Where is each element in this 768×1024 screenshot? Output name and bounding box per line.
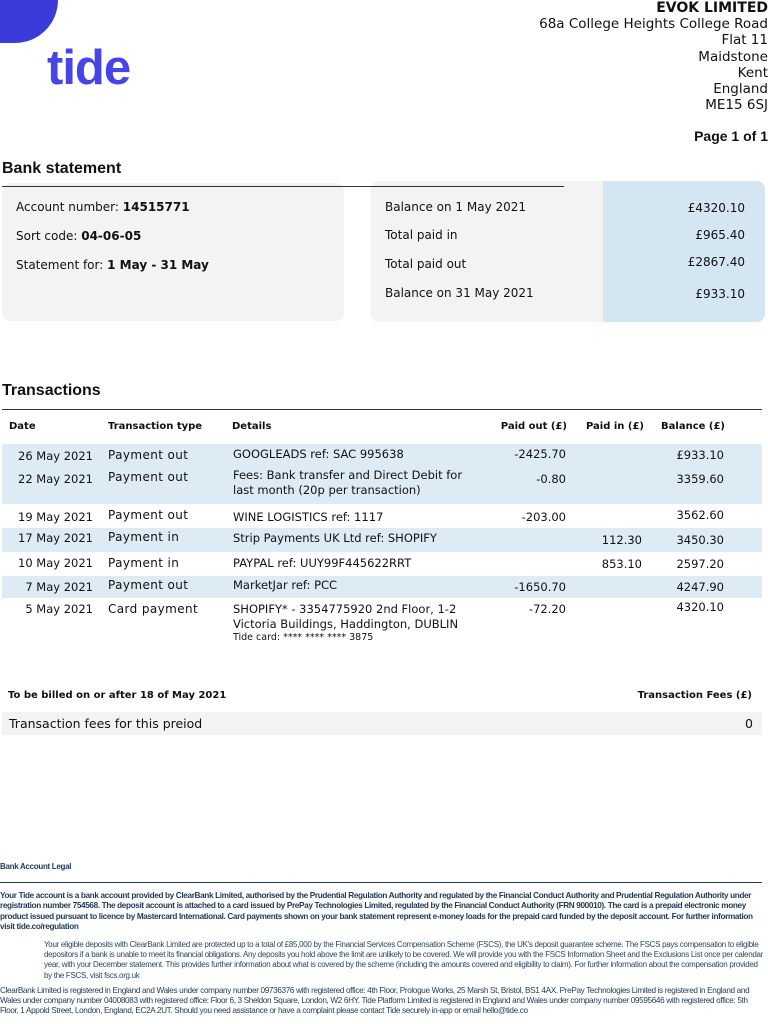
row-date: 22 May 2021: [18, 472, 93, 486]
balance-label: Balance on 1 May 2021: [385, 200, 527, 214]
account-number-line: [16, 200, 190, 214]
balance-summary-card: [371, 181, 765, 322]
row-type: Payment out: [108, 448, 189, 462]
account-number-label: Account number:: [16, 200, 119, 214]
address-line: 68a College Heights College Road: [539, 16, 768, 33]
row-type: Payment out: [108, 508, 189, 522]
balance-value: £4320.10: [687, 201, 745, 215]
row-paid-out: -203.00: [521, 510, 566, 524]
statement-period-line: [16, 258, 209, 272]
statement-divider: [2, 186, 564, 187]
row-balance: 4320.10: [676, 600, 724, 614]
address-line: England: [713, 81, 768, 98]
company-name: EVOK LIMITED: [656, 0, 768, 16]
row-date: 10 May 2021: [18, 556, 93, 570]
legal-divider: [0, 882, 762, 883]
row-balance: 2597.20: [676, 557, 724, 571]
row-date: 19 May 2021: [18, 510, 93, 524]
row-details-text: SHOPIFY* - 3354775920 2nd Floor, 1-2 Victoria Buildings, Haddington, DUBLIN: [233, 602, 459, 631]
row-type: Payment in: [108, 556, 180, 570]
row-details: [233, 602, 483, 643]
tide-logo: tide: [47, 41, 131, 95]
address-line: ME15 6SJ: [705, 97, 768, 114]
page-indicator: Page 1 of 1: [694, 128, 768, 144]
row-details: MarketJar ref: PCC: [233, 578, 338, 592]
row-details: GOOGLEADS ref: SAC 995638: [233, 447, 404, 461]
table-row: [2, 528, 762, 552]
row-date: 17 May 2021: [18, 531, 93, 545]
address-line: Flat 11: [721, 32, 768, 49]
row-date: 26 May 2021: [18, 449, 93, 463]
fees-row: [2, 712, 762, 735]
balance-value: £2867.40: [687, 255, 745, 269]
balance-label: Balance on 31 May 2021: [385, 286, 534, 300]
row-details: Strip Payments UK Ltd ref: SHOPIFY: [233, 531, 437, 545]
row-details: Fees: Bank transfer and Direct Debit for last month (20p per transaction): [233, 468, 463, 497]
row-balance: 3450.30: [676, 533, 724, 547]
company-address: [539, 0, 768, 113]
row-type: Payment out: [108, 578, 189, 592]
row-balance: £933.10: [676, 448, 724, 462]
sort-code: 04-06-05: [81, 229, 142, 243]
balance-label: Total paid in: [385, 228, 458, 242]
balance-value: £965.40: [695, 228, 745, 242]
row-paid-out: -1650.70: [514, 580, 566, 594]
row-paid-out: -72.20: [528, 602, 566, 616]
table-row: [2, 576, 762, 598]
row-balance: 3562.60: [676, 508, 724, 522]
transactions-title: Transactions: [2, 382, 101, 399]
table-row: [2, 504, 762, 528]
row-paid-out: -2425.70: [514, 447, 566, 461]
row-details: WINE LOGISTICS ref: 1117: [233, 510, 384, 524]
row-paid-in: 112.30: [601, 533, 642, 547]
column-header-date: Date: [9, 421, 36, 432]
legal-paragraph: Your Tide account is a bank account provided by ClearBank Limited, authorised by the Prudential Regulation Authority and regulated by the Financial Conduct Authority and Prudential Regulation Authority under registration number 754568. The deposit account is attached to a card issued by PrePay Technologies Limited, regulated by the Financial Conduct Authority (FRN 900010). The card is a prepaid electronic money product issued pursuant to licence by Mastercard International. Card payments shown on your bank statement represent e-money loads for the prepaid card funded by the deposit account. For further information visit tide.co/regulation: [0, 891, 753, 932]
column-header-paid-in: Paid in (£): [585, 421, 644, 432]
address-line: Maidstone: [698, 48, 768, 65]
row-date: 7 May 2021: [25, 580, 93, 594]
balance-label: Total paid out: [385, 257, 467, 271]
billing-date-label: To be billed on or after 18 of May 2021: [8, 690, 227, 701]
legal-paragraph: Your eligible deposits with ClearBank Limited are protected up to a total of £85,000 by the Financial Services Compensation Scheme (FSCS), the UK's deposit guarantee scheme. The FSCS pays compensation to eligible depositors if a bank is unable to meet its financial obligations. Any deposits you hold above the limit are unlikely to be covered. We will provide you with the FSCS Information Sheet and the Exclusions List once per calendar year, with your December statement. This provides further information about what is covered by the scheme (including the amounts covered and eligibility to claim). For further information about the compensation provided by the FSCS, visit fscs.org.uk: [44, 940, 764, 980]
table-row: [2, 552, 762, 576]
row-details: PAYPAL ref: UUY99F445622RRT: [233, 556, 412, 570]
row-date: 5 May 2021: [25, 602, 93, 616]
legal-paragraph: ClearBank Limited is registered in England and Wales under company number 09736376 with registered office: 4th Floor, Prologue Works, 25 Marsh St, Bristol, BS1 4AX. PrePay Technologies Limited is registered in England and Wales under company number 04008083 with registered office: Floor 6, 3 Sheldon Square, London, W2 6HY. Tide Platform Limited is registered in England and Wales under company number 09595646 with registered office: 5th Floor, 1 Appold Street, London, England, EC2A 2UT. Should you need assistance or have a complaint please contact Tide securely in-app or email hello@tide.co: [0, 986, 750, 1016]
legal-heading: Bank Account Legal: [0, 862, 72, 871]
transaction-fees-header: Transaction Fees (£): [637, 690, 752, 701]
row-paid-in: 853.10: [601, 557, 642, 571]
row-balance: 4247.90: [676, 580, 724, 594]
column-header-type: Transaction type: [108, 421, 203, 432]
row-type: Payment in: [108, 530, 180, 544]
fees-row-label: Transaction fees for this preiod: [9, 716, 203, 731]
row-balance: 3359.60: [676, 472, 724, 486]
fees-row-value: 0: [745, 716, 753, 731]
address-line: Kent: [737, 64, 768, 81]
transactions-divider: [2, 409, 762, 410]
column-header-paid-out: Paid out (£): [500, 421, 567, 432]
statement-period-label: Statement for:: [16, 258, 104, 272]
balance-value: £933.10: [695, 287, 745, 301]
table-row: [2, 598, 762, 648]
account-number: 14515771: [122, 200, 190, 214]
row-paid-out: -0.80: [536, 472, 566, 486]
row-type: Card payment: [108, 602, 199, 616]
row-type: Payment out: [108, 470, 189, 484]
card-number-note: Tide card: **** **** **** 3875: [233, 632, 374, 643]
statement-period: 1 May - 31 May: [107, 258, 209, 272]
brand-corner-shape: [0, 0, 58, 43]
account-details-card: [2, 183, 344, 321]
sort-code-line: [16, 229, 141, 243]
sort-code-label: Sort code:: [16, 229, 78, 243]
table-row: [2, 466, 762, 504]
column-header-balance: Balance (£): [661, 421, 725, 432]
table-row: [2, 444, 762, 466]
column-header-details: Details: [232, 421, 272, 432]
statement-title: Bank statement: [2, 160, 122, 177]
